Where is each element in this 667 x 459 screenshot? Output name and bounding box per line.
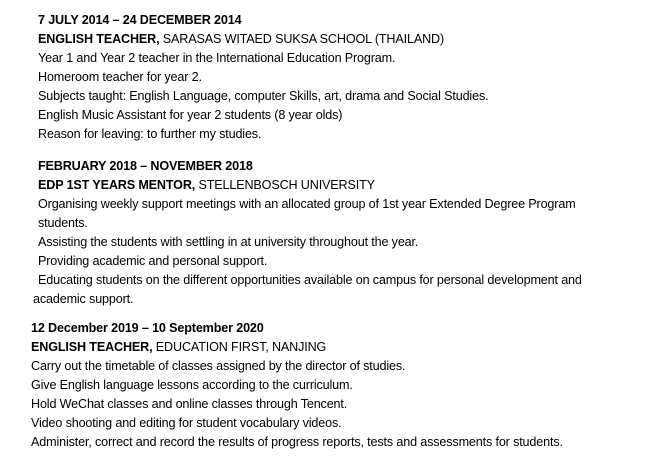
entry-employer: STELLENBOSCH UNIVERSITY [195,178,375,192]
entry-line: Homeroom teacher for year 2. [38,70,202,84]
entry-line: Educating students on the different opportunities available on campus for personal development and [38,273,582,287]
entry-line: Carry out the timetable of classes assigned by the director of studies. [31,359,406,373]
entry-dates: 7 JULY 2014 – 24 DECEMBER 2014 [38,13,242,27]
entry-title: ENGLISH TEACHER, [38,32,160,46]
entry-line: Assisting the students with settling in at university throughout the year. [38,235,419,249]
entry-line: English Music Assistant for year 2 students (8 year olds) [38,108,343,122]
entry-line: Subjects taught: English Language, computer Skills, art, drama and Social Studies. [38,89,489,103]
entry-title: ENGLISH TEACHER, [31,340,153,354]
entry-line: Video shooting and editing for student vocabulary videos. [31,416,342,430]
experience-entry-education-first [31,319,563,452]
entry-dates: FEBRUARY 2018 – NOVEMBER 2018 [38,159,253,173]
experience-entry-stellenbosch [33,157,582,309]
entry-employer: SARASAS WITAED SUKSA SCHOOL (THAILAND) [159,32,445,46]
entry-line: Hold WeChat classes and online classes through Tencent. [31,397,348,411]
entry-position [38,30,488,49]
experience-entry-sarasas [38,11,488,144]
entry-line: Year 1 and Year 2 teacher in the International Education Program. [38,51,396,65]
entry-title: EDP 1ST YEARS MENTOR, [38,178,196,192]
entry-line: Reason for leaving: to further my studies. [38,127,262,141]
entry-line: students. [38,216,88,230]
entry-line: Give English language lessons according to the curriculum. [31,378,353,392]
entry-line: Providing academic and personal support. [38,254,268,268]
entry-position [31,338,563,357]
entry-line: Organising weekly support meetings with an allocated group of 1st year Extended Degree Program [38,197,576,211]
entry-employer: EDUCATION FIRST, NANJING [152,340,327,354]
entry-position [38,176,582,195]
entry-line: academic support. [33,292,134,306]
entry-line: Administer, correct and record the results of progress reports, tests and assessments for students. [31,435,563,449]
entry-dates: 12 December 2019 – 10 September 2020 [31,321,264,335]
